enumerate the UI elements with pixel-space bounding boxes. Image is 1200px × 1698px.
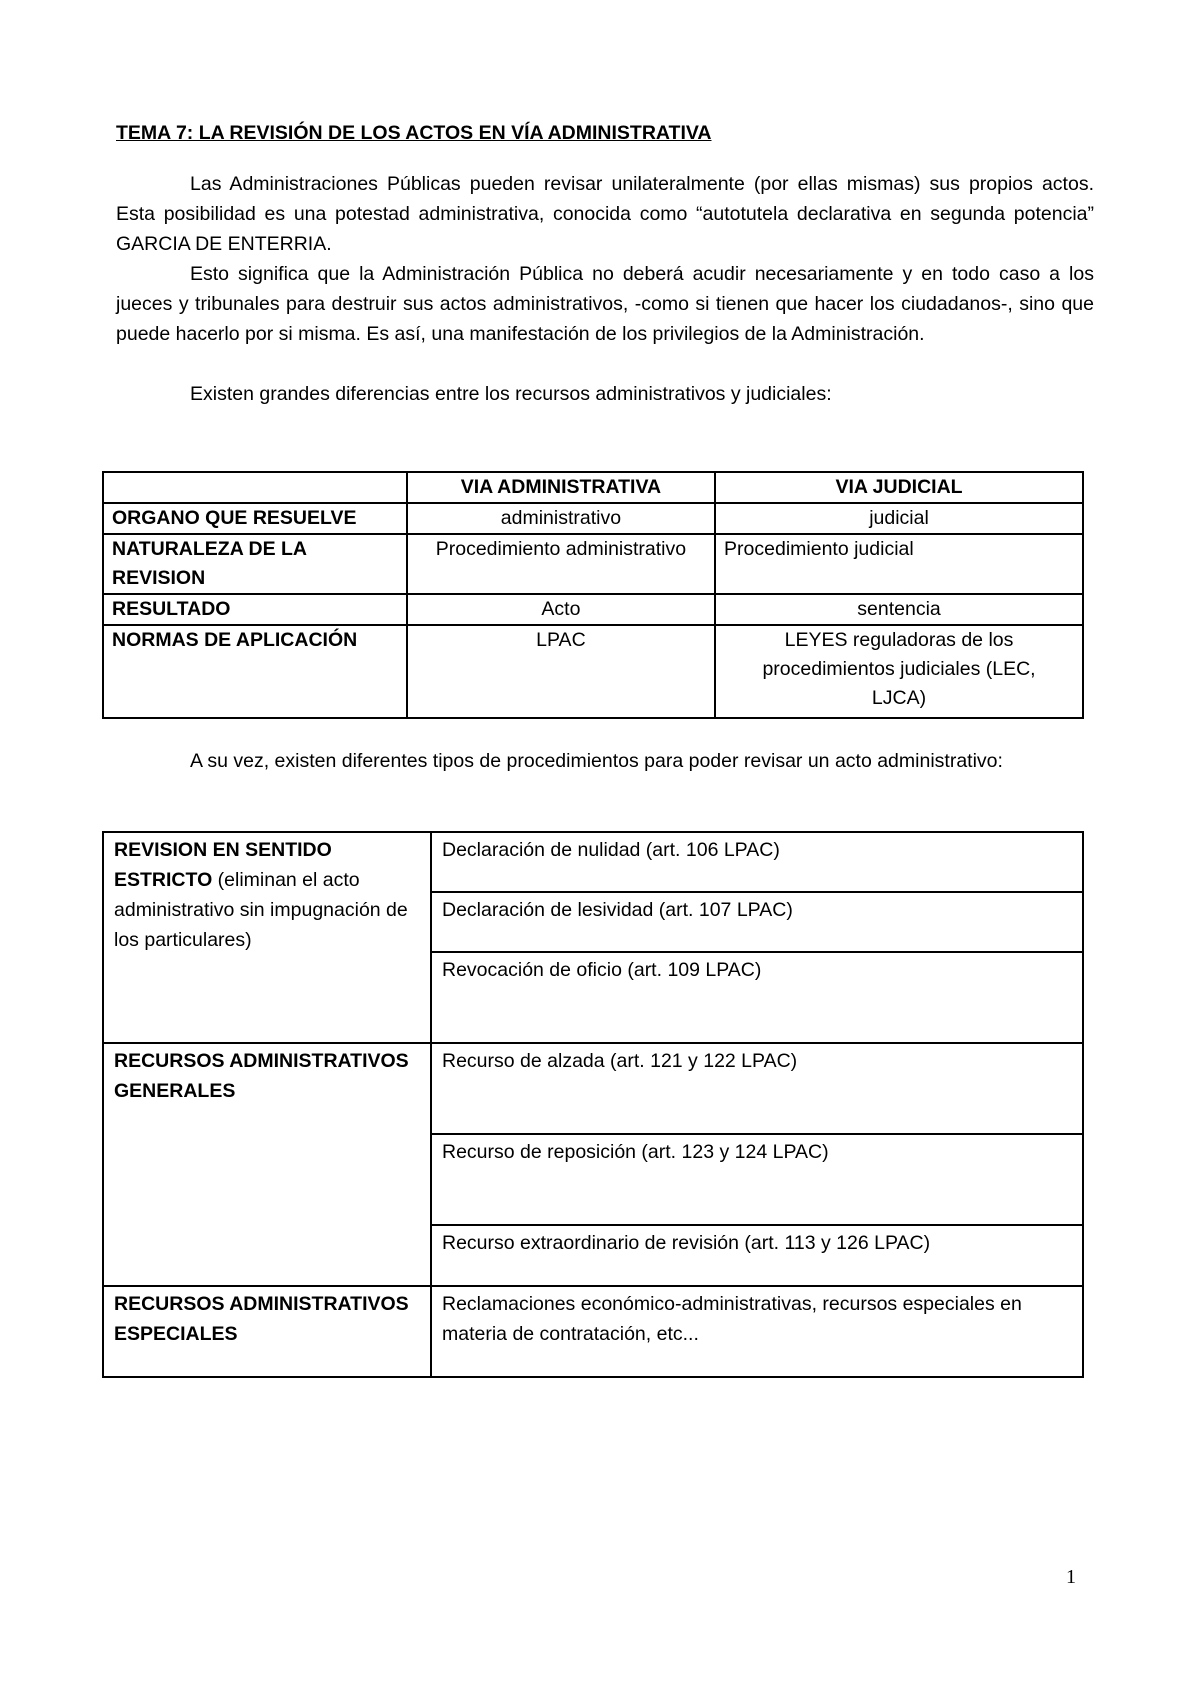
paragraph-2: Esto significa que la Administración Pública no deberá acudir necesariamente y en todo caso a los jueces y tribunales para destruir sus actos administrativos, -como si tienen que hacer los ciudadanos-, sino que puede hacerlo por si misma. Es así, una manifestación de los privilegios de la Administración.	[116, 263, 1094, 345]
table-header-cell	[103, 472, 407, 503]
cell-admin: administrativo	[407, 503, 715, 534]
procedures-table	[102, 831, 1084, 1378]
table-row	[103, 625, 1083, 718]
table-row	[103, 1286, 1083, 1377]
table-row	[103, 832, 1083, 892]
page-number: 1	[1066, 1566, 1076, 1588]
row-label: RESULTADO	[103, 594, 407, 625]
cell-judicial: sentencia	[715, 594, 1083, 625]
table-header-cell: VIA ADMINISTRATIVA	[407, 472, 715, 503]
cell-judicial: LEYES reguladoras de los procedimientos judiciales (LEC, LJCA)	[715, 625, 1083, 718]
table-row	[103, 534, 1083, 594]
row-label: NATURALEZA DE LA REVISION	[103, 534, 407, 594]
procedure-item: Recurso de reposición (art. 123 y 124 LPAC)	[431, 1134, 1083, 1225]
row-label: NORMAS DE APLICACIÓN	[103, 625, 407, 718]
table-row	[103, 503, 1083, 534]
paragraph-4: A su vez, existen diferentes tipos de procedimientos para poder revisar un acto administrativo:	[190, 750, 1003, 772]
cell-judicial: Procedimiento judicial	[715, 534, 1083, 594]
category-cell: RECURSOS ADMINISTRATIVOS GENERALES	[103, 1043, 431, 1286]
cell-admin: Acto	[407, 594, 715, 625]
category-cell	[103, 832, 431, 1043]
table-row	[103, 594, 1083, 625]
row-label: ORGANO QUE RESUELVE	[103, 503, 407, 534]
procedure-item: Recurso de alzada (art. 121 y 122 LPAC)	[431, 1043, 1083, 1134]
procedure-item: Recurso extraordinario de revisión (art. 113 y 126 LPAC)	[431, 1225, 1083, 1286]
procedure-item: Revocación de oficio (art. 109 LPAC)	[431, 952, 1083, 1043]
table-row	[103, 1043, 1083, 1134]
cell-admin: Procedimiento administrativo	[407, 534, 715, 594]
comparison-table	[102, 471, 1084, 719]
procedure-item: Declaración de lesividad (art. 107 LPAC)	[431, 892, 1083, 952]
paragraph-1: Las Administraciones Públicas pueden revisar unilateralmente (por ellas mismas) sus propios actos. Esta posibilidad es una potestad administrativa, conocida como “autotutela declarativa en segunda potencia” GARCIA DE ENTERRIA.	[116, 173, 1094, 255]
cell-admin: LPAC	[407, 625, 715, 718]
table-header-cell: VIA JUDICIAL	[715, 472, 1083, 503]
category-cell: RECURSOS ADMINISTRATIVOS ESPECIALES	[103, 1286, 431, 1377]
cell-judicial: judicial	[715, 503, 1083, 534]
document-body	[116, 118, 1094, 409]
procedure-item: Reclamaciones económico-administrativas, recursos especiales en materia de contratación, etc...	[431, 1286, 1083, 1377]
category-title: REVISION EN SENTIDO ESTRICTO	[114, 839, 332, 891]
category-note: (eliminan el acto administrativo sin impugnación de los particulares)	[114, 869, 408, 951]
paragraph-3: Existen grandes diferencias entre los recursos administrativos y judiciales:	[190, 383, 832, 405]
table-header-row	[103, 472, 1083, 503]
document-title: TEMA 7: LA REVISIÓN DE LOS ACTOS EN VÍA ADMINISTRATIVA	[116, 122, 712, 144]
procedure-item: Declaración de nulidad (art. 106 LPAC)	[431, 832, 1083, 892]
